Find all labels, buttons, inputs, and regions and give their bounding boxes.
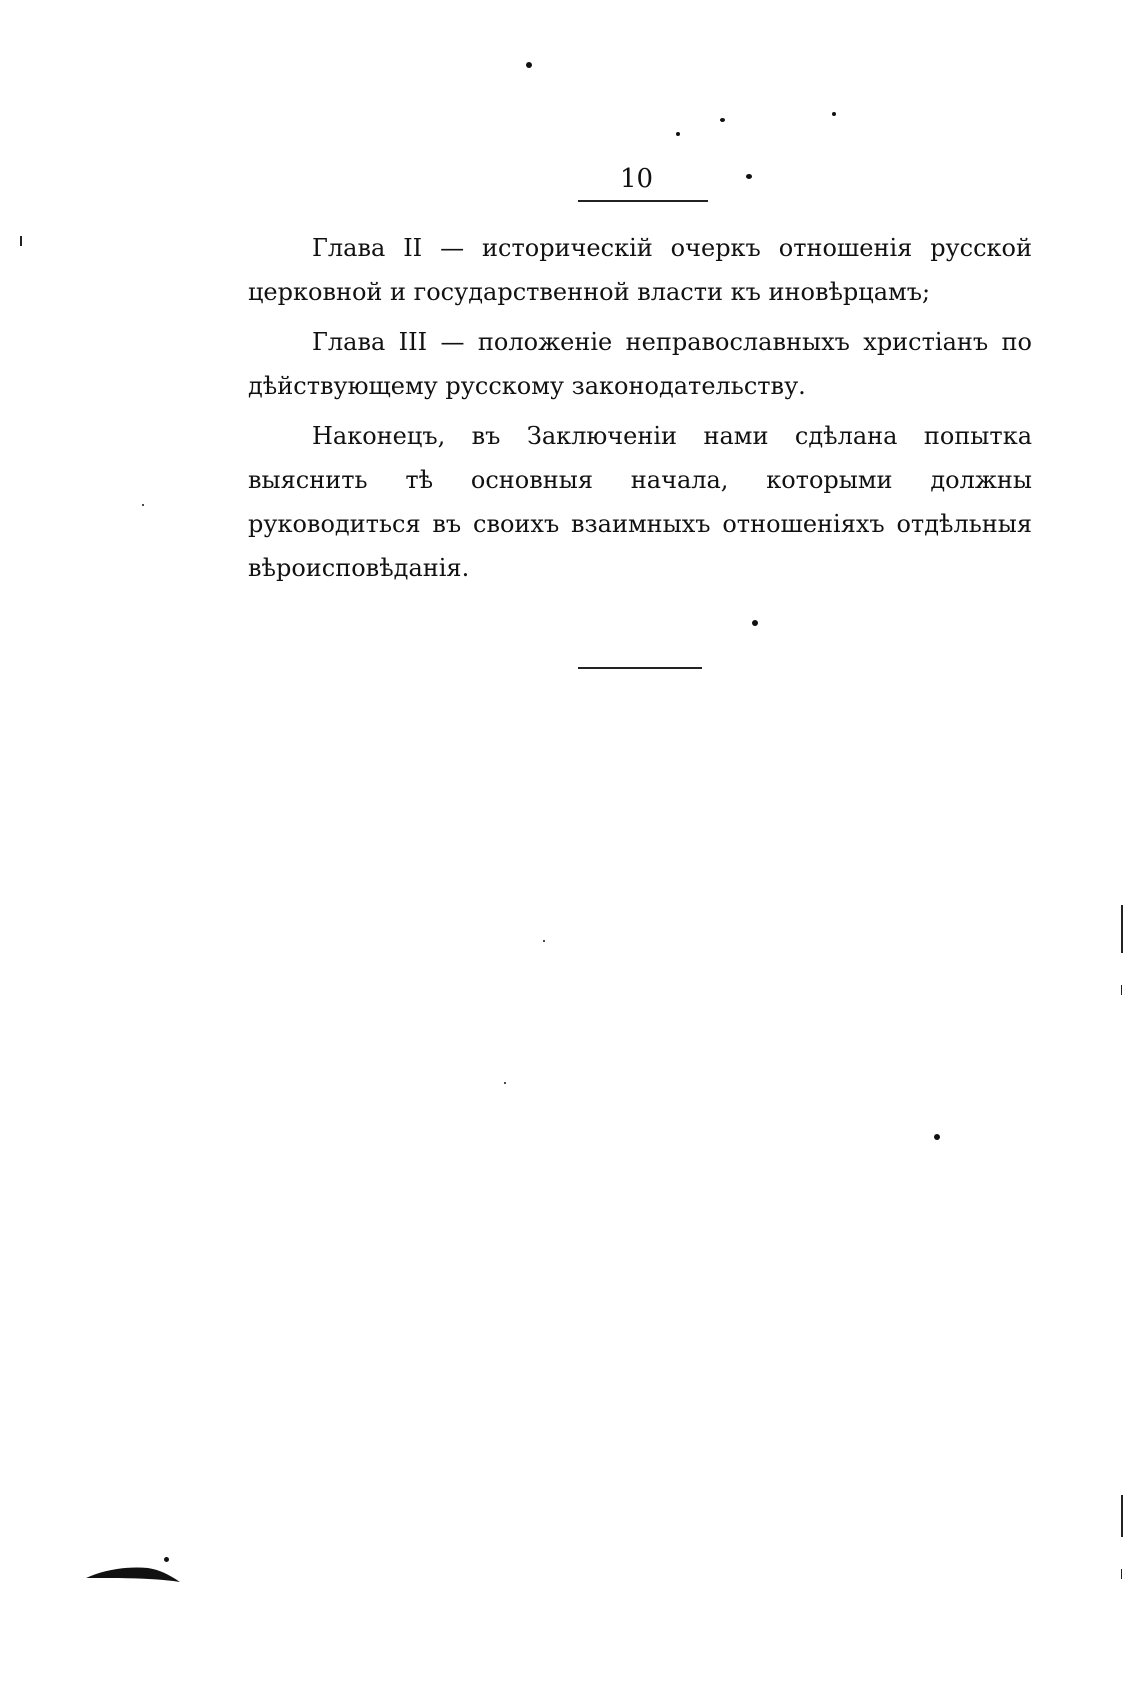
scan-mark bbox=[20, 236, 22, 246]
scan-speck bbox=[504, 1082, 506, 1084]
scan-speck bbox=[164, 1557, 169, 1562]
paragraph-chapter-3: Глава III — положеніе неправославныхъ христіанъ по дѣйствующему русскому законодательству. bbox=[248, 328, 1032, 400]
scan-mark bbox=[1121, 1569, 1122, 1579]
section-end-rule bbox=[578, 667, 702, 669]
scan-speck bbox=[526, 62, 532, 68]
scan-speck bbox=[934, 1134, 940, 1140]
scan-speck bbox=[142, 504, 144, 506]
scan-speck bbox=[676, 132, 680, 136]
scan-speck bbox=[752, 620, 758, 626]
paragraph-conclusion: Наконецъ, въ Заключеніи нами сдѣлана попытка выяснить тѣ основныя начала, которыми должны руководиться въ своихъ взаимныхъ отношеніяхъ отдѣльныя вѣроисповѣданія. bbox=[248, 422, 1032, 582]
scan-mark bbox=[1121, 985, 1122, 995]
paragraph-chapter-2: Глава II — историческій очеркъ отношенія русской церковной и государственной власти къ иновѣрцамъ; bbox=[248, 234, 1032, 306]
scan-speck bbox=[832, 112, 836, 116]
ink-blot bbox=[86, 1564, 180, 1582]
body-text bbox=[248, 226, 1032, 596]
scan-speck bbox=[746, 174, 752, 179]
scan-mark bbox=[1121, 905, 1123, 953]
scan-mark bbox=[1121, 1495, 1123, 1537]
scan-speck bbox=[543, 940, 545, 942]
header-rule bbox=[578, 200, 708, 202]
page-number: 10 bbox=[620, 164, 654, 194]
scan-speck bbox=[720, 118, 725, 122]
